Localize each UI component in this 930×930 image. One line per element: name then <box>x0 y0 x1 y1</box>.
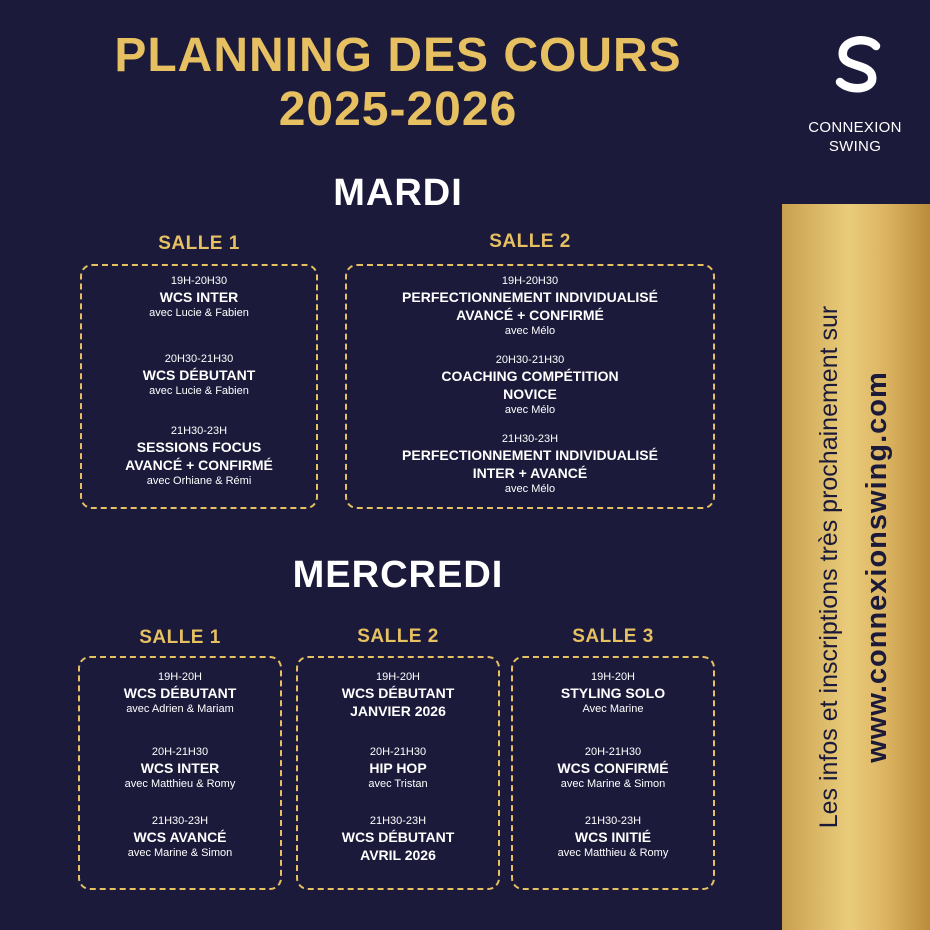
course-name: WCS INTER <box>159 289 239 305</box>
day-heading-mercredi: MERCREDI <box>292 554 504 596</box>
course-name: WCS AVANCÉ <box>133 829 227 845</box>
course-time: 19H-20H30 <box>170 275 228 287</box>
course-time: 21H30-23H <box>170 425 228 437</box>
course-teacher: avec Adrien & Mariam <box>126 703 234 715</box>
course-name-line1: COACHING COMPÉTITION <box>441 368 619 384</box>
course-name-line1: WCS DÉBUTANT <box>341 829 455 845</box>
course-name-line2: AVRIL 2026 <box>360 847 436 863</box>
logo <box>800 24 910 156</box>
mercredi-salle-2-box <box>296 656 500 890</box>
course-time: 21H30-23H <box>501 433 559 445</box>
course-teacher: avec Lucie & Fabien <box>149 385 249 397</box>
course-item <box>80 670 280 716</box>
course-teacher: avec Matthieu & Romy <box>124 778 236 790</box>
course-time: 19H-20H30 <box>501 275 559 287</box>
course-teacher: avec Matthieu & Romy <box>557 847 669 859</box>
course-name: HIP HOP <box>369 760 427 776</box>
course-item <box>347 353 713 417</box>
course-teacher: avec Lucie & Fabien <box>149 307 249 319</box>
course-teacher: avec Tristan <box>368 778 428 790</box>
mercredi-salle-3-box <box>511 656 715 890</box>
mercredi-salle-1-label: SALLE 1 <box>139 627 221 648</box>
day-heading-mardi: MARDI <box>333 172 463 214</box>
course-teacher: avec Mélo <box>504 483 556 495</box>
course-item <box>513 745 713 791</box>
course-teacher: avec Mélo <box>504 325 556 337</box>
course-item <box>347 432 713 496</box>
mercredi-salle-2-label: SALLE 2 <box>357 626 439 647</box>
course-name-line1: PERFECTIONNEMENT INDIVIDUALISÉ <box>402 289 658 305</box>
course-item <box>513 814 713 860</box>
banner-info-text: Les infos et inscriptions très prochainement sur <box>815 305 843 829</box>
course-time: 20H-21H30 <box>584 746 642 758</box>
mardi-salle-1-box <box>80 264 318 509</box>
website-link[interactable]: www.connexionswing.com <box>861 371 893 763</box>
course-time: 19H-20H <box>375 671 421 683</box>
course-name: WCS CONFIRMÉ <box>557 760 669 776</box>
course-name: WCS INITIÉ <box>574 829 652 845</box>
course-name-line2: AVANCÉ + CONFIRMÉ <box>125 457 273 473</box>
course-name-line2: INTER + AVANCÉ <box>472 465 588 481</box>
course-teacher: avec Marine & Simon <box>560 778 666 790</box>
course-item <box>298 745 498 791</box>
course-item <box>347 274 713 338</box>
course-item <box>298 670 498 720</box>
mardi-salle-1-label: SALLE 1 <box>158 233 240 254</box>
logo-text-swing: SWING <box>828 138 882 155</box>
course-teacher: avec Marine & Simon <box>127 847 233 859</box>
course-time: 19H-20H <box>157 671 203 683</box>
course-name-line2: JANVIER 2026 <box>350 703 446 719</box>
course-name: WCS INTER <box>140 760 220 776</box>
course-name: WCS DÉBUTANT <box>123 685 237 701</box>
course-time: 20H30-21H30 <box>495 354 565 366</box>
course-name-line2: AVANCÉ + CONFIRMÉ <box>456 307 604 323</box>
course-name-line1: SESSIONS FOCUS <box>136 439 262 455</box>
course-name: STYLING SOLO <box>560 685 666 701</box>
course-time: 20H30-21H30 <box>164 353 234 365</box>
course-time: 20H-21H30 <box>369 746 427 758</box>
page-subtitle-year: 2025-2026 <box>278 83 518 136</box>
logo-text-connexion: CONNEXION <box>808 119 902 136</box>
mercredi-salle-1-box <box>78 656 282 890</box>
course-teacher: avec Mélo <box>504 404 556 416</box>
course-name-line2: NOVICE <box>503 386 557 402</box>
mardi-salle-2-box <box>345 264 715 509</box>
course-teacher: Avec Marine <box>582 703 644 715</box>
course-time: 19H-20H <box>590 671 636 683</box>
course-name-line1: WCS DÉBUTANT <box>341 685 455 701</box>
course-time: 21H30-23H <box>369 815 427 827</box>
course-item <box>80 745 280 791</box>
course-item <box>298 814 498 864</box>
course-item <box>82 424 316 488</box>
course-item <box>82 352 316 398</box>
course-time: 21H30-23H <box>584 815 642 827</box>
mercredi-salle-3-label: SALLE 3 <box>572 626 654 647</box>
course-item <box>80 814 280 860</box>
course-item <box>82 274 316 320</box>
page-title: PLANNING DES COURS <box>114 29 682 82</box>
side-banner <box>782 204 930 930</box>
course-item <box>513 670 713 716</box>
course-name: WCS DÉBUTANT <box>142 367 256 383</box>
course-teacher: avec Orhiane & Rémi <box>146 475 252 487</box>
connexion-swing-logo-icon <box>818 24 892 108</box>
course-time: 21H30-23H <box>151 815 209 827</box>
mardi-salle-2-label: SALLE 2 <box>489 231 571 252</box>
course-time: 20H-21H30 <box>151 746 209 758</box>
course-name-line1: PERFECTIONNEMENT INDIVIDUALISÉ <box>402 447 658 463</box>
